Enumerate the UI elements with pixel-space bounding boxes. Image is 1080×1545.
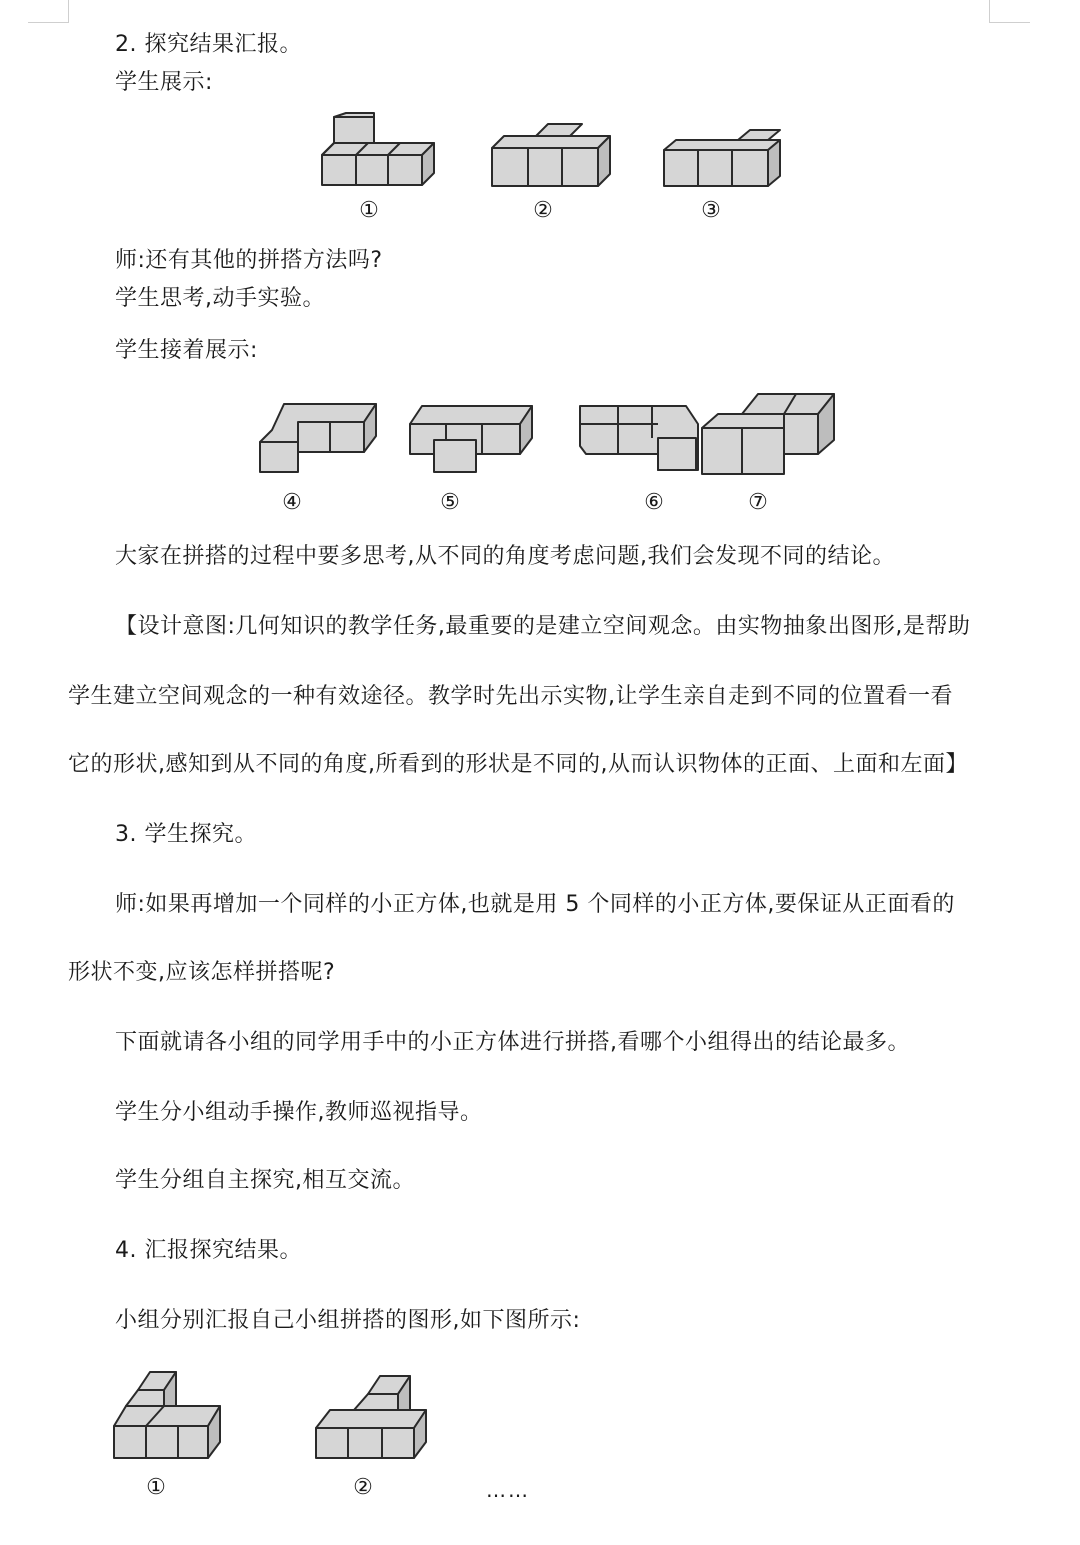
figure-label-5: ⑤ (440, 490, 460, 515)
design-intent-line-1: 【设计意图:几何知识的教学任务,最重要的是建立空间观念。由实物抽象出图形,是帮助 (115, 614, 971, 639)
cube-figure-6 (578, 404, 698, 474)
section-3-heading: 3. 学生探究。 (115, 822, 257, 847)
group-activity-2: 学生分组自主探究,相互交流。 (115, 1168, 415, 1193)
group-figure-label-1: ① (146, 1475, 166, 1500)
figure-label-6: ⑥ (644, 490, 664, 515)
ellipsis: …… (486, 1478, 530, 1502)
section-4-heading: 4. 汇报探究结果。 (115, 1238, 302, 1263)
cube-figure-5 (408, 404, 532, 474)
cube-figure-1 (320, 115, 432, 190)
group-activity-1: 学生分小组动手操作,教师巡视指导。 (115, 1100, 483, 1125)
report-paragraph: 小组分别汇报自己小组拼搭的图形,如下图所示: (115, 1308, 581, 1333)
page-corner-mark-right (989, 0, 1030, 23)
teacher-question: 师:还有其他的拼搭方法吗? (115, 248, 383, 273)
figure-label-4: ④ (282, 490, 302, 515)
group-figure-label-2: ② (353, 1475, 373, 1500)
design-intent-line-3: 它的形状,感知到从不同的角度,所看到的形状是不同的,从而认识物体的正面、上面和左面】 (68, 752, 968, 777)
figure-label-3: ③ (701, 198, 721, 223)
student-show-label: 学生展示: (115, 70, 213, 95)
figure-label-1: ① (359, 198, 379, 223)
section-2-heading: 2. 探究结果汇报。 (115, 32, 302, 57)
teacher-line-2: 形状不变,应该怎样拼搭呢? (68, 960, 336, 985)
student-continue-show: 学生接着展示: (115, 338, 258, 363)
group-figure-1 (112, 1370, 222, 1460)
page-corner-mark-left (28, 0, 69, 23)
figure-label-2: ② (533, 198, 553, 223)
group-figure-2 (314, 1374, 426, 1460)
design-intent-line-2: 学生建立空间观念的一种有效途径。教学时先出示实物,让学生亲自走到不同的位置看一看 (68, 684, 953, 709)
cube-figure-4 (258, 402, 376, 474)
teacher-line-1: 师:如果再增加一个同样的小正方体,也就是用 5 个同样的小正方体,要保证从正面看的 (115, 892, 955, 917)
cube-figure-7 (700, 392, 834, 476)
group-instruction: 下面就请各小组的同学用手中的小正方体进行拼搭,看哪个小组得出的结论最多。 (115, 1030, 910, 1055)
conclusion-paragraph: 大家在拼搭的过程中要多思考,从不同的角度考虑问题,我们会发现不同的结论。 (115, 544, 895, 569)
cube-figure-3 (662, 128, 780, 188)
student-thinks: 学生思考,动手实验。 (115, 286, 325, 311)
cube-figure-2 (490, 122, 610, 188)
figure-label-7: ⑦ (748, 490, 768, 515)
